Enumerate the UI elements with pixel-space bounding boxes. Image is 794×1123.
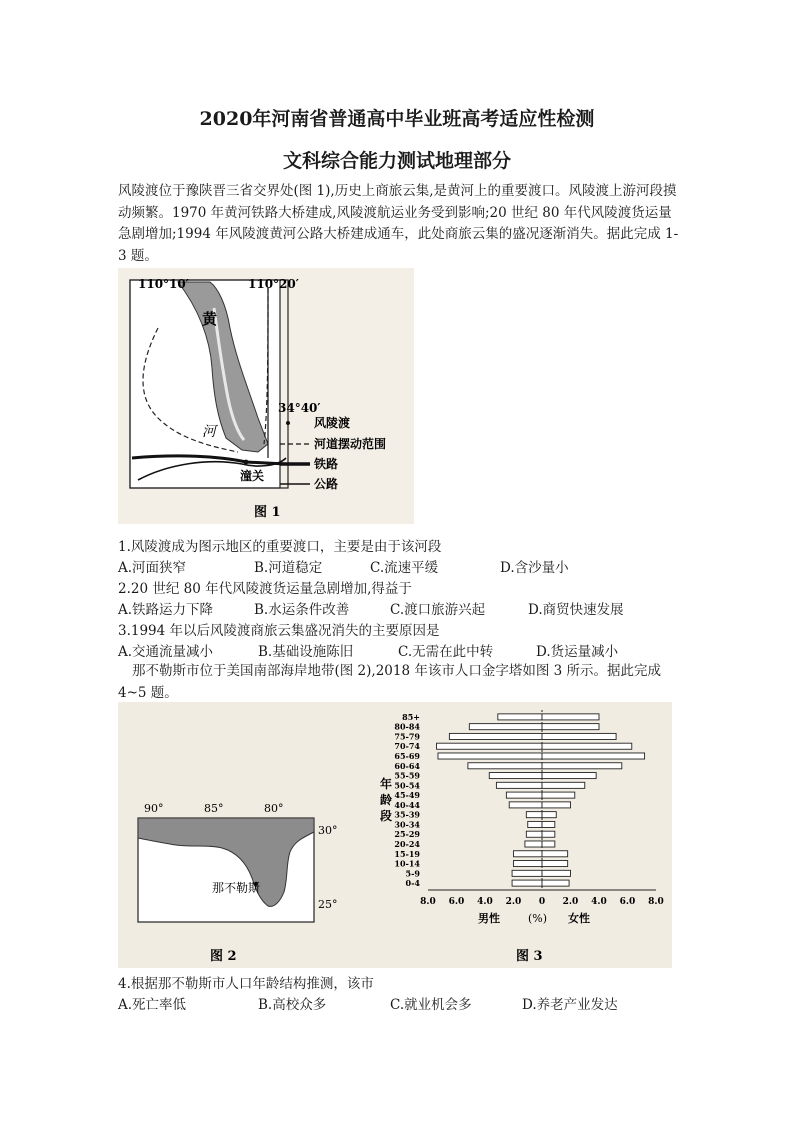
q1-option-a[interactable]: A.河面狭窄	[118, 560, 187, 576]
age-label-85+: 85+	[402, 711, 420, 722]
q4-option-a[interactable]: A.死亡率低	[118, 997, 187, 1013]
bar-male-25-29	[526, 831, 542, 837]
age-label-70-74: 70-74	[394, 741, 420, 752]
bar-female-50-54	[542, 782, 585, 788]
age-label-10-14: 10-14	[394, 858, 420, 869]
bar-female-80-84	[542, 724, 599, 730]
q1-option-d[interactable]: D.含沙量小	[500, 560, 569, 576]
age-label-0-4: 0-4	[405, 878, 420, 889]
x-tick-left: 0	[538, 897, 546, 907]
bar-male-5-9	[512, 870, 542, 876]
age-label-80-84: 80-84	[394, 721, 420, 732]
bar-female-0-4	[542, 880, 569, 886]
age-label-65-69: 65-69	[394, 751, 420, 761]
age-label-40-44: 40-44	[394, 799, 420, 810]
label-place: 潼关	[240, 469, 265, 483]
q2-option-d[interactable]: D.商贸快速发展	[528, 602, 624, 618]
fig3-ylabel-1: 年	[380, 777, 393, 791]
figure-1-map	[118, 268, 414, 524]
age-label-45-49: 45-49	[394, 790, 420, 801]
question-1-stem: 1.风陵渡成为图示地区的重要渡口，主要是由于该河段	[118, 539, 442, 555]
fig2-lon-80: 80°	[264, 802, 284, 815]
question-2-stem: 2.20 世纪 80 年代风陵渡货运量急剧增加,得益于	[118, 581, 412, 597]
fig2-city-label: 那不勒斯	[212, 881, 261, 895]
legend-railway: 铁路	[314, 457, 339, 471]
figure-3-caption: 图 3	[516, 949, 543, 964]
bar-male-85+	[498, 714, 542, 720]
fig3-xlabel-female: 女性	[568, 912, 590, 925]
x-tick-left: 2.0	[505, 897, 522, 907]
bar-male-40-44	[509, 802, 542, 808]
fig2-lon-90: 90°	[144, 802, 164, 815]
x-tick-right: 6.0	[619, 897, 636, 907]
bar-female-55-59	[542, 773, 596, 779]
legend-swing: 河道摆动范围	[314, 437, 387, 451]
age-label-5-9: 5-9	[405, 868, 420, 879]
age-label-15-19: 15-19	[394, 848, 420, 859]
q1-option-c[interactable]: C.流速平缓	[370, 560, 439, 576]
fig3-xlabel-unit: (%)	[528, 912, 548, 925]
bar-female-20-24	[542, 841, 555, 847]
fig3-ylabel-3: 段	[380, 809, 393, 823]
q1-option-b[interactable]: B.河道稳定	[254, 560, 323, 576]
bar-male-65-69	[438, 753, 542, 759]
bar-male-55-59	[489, 773, 542, 779]
bar-female-85+	[542, 714, 599, 720]
fig3-ylabel-2: 龄	[380, 793, 393, 807]
question-3-stem: 3.1994 年以后风陵渡商旅云集盛况消失的主要原因是	[118, 623, 440, 639]
age-label-75-79: 75-79	[394, 731, 420, 742]
q2-option-b[interactable]: B.水运条件改善	[254, 602, 350, 618]
label-river-char2: 河	[202, 424, 216, 440]
q4-option-d[interactable]: D.养老产业发达	[522, 997, 618, 1013]
passage-1: 风陵渡位于豫陕晋三省交界处(图 1),历史上商旅云集,是黄河上的重要渡口。风陵渡上游河段摸动频繁。1970 年黄河铁路大桥建成,风陵渡航运业务受到影响;20 世纪 80 年代风陵渡货运量急剧增加;1994 年风陵渡黄河公路大桥建成通车，此处商旅云集的盛况逐渐消失。据此完成 1-3 题。	[118, 183, 679, 264]
x-tick-left: 6.0	[448, 897, 465, 907]
x-tick-left: 8.0	[420, 897, 436, 907]
fig2-lon-85: 85°	[204, 802, 224, 815]
q2-option-c[interactable]: C.渡口旅游兴起	[390, 602, 486, 618]
bar-male-30-34	[528, 821, 542, 827]
x-tick-left: 4.0	[477, 897, 493, 907]
q3-option-c[interactable]: C.无需在此中转	[398, 644, 494, 660]
passage-2: 那不勒斯市位于美国南部海岸地带(图 2),2018 年该市人口金字塔如图 3 所示。据此完成 4~5 题。	[118, 663, 662, 701]
bar-female-45-49	[542, 792, 575, 798]
bar-male-20-24	[525, 841, 542, 847]
bar-male-75-79	[449, 733, 542, 739]
bar-female-10-14	[542, 861, 568, 867]
x-tick-right: 2.0	[562, 897, 579, 907]
legend-road: 公路	[314, 477, 339, 491]
bar-male-45-49	[506, 792, 542, 798]
page-subtitle: 文科综合能力测试地理部分	[282, 150, 511, 172]
label-river-char: 黄	[202, 310, 218, 328]
bar-female-40-44	[542, 802, 571, 808]
label-lon-left: 110°10′	[138, 277, 189, 291]
figure-2-caption: 图 2	[210, 949, 237, 964]
bar-female-35-39	[542, 812, 556, 818]
q2-option-a[interactable]: A.铁路运力下降	[118, 602, 214, 618]
figure-1-caption: 图 1	[254, 505, 281, 520]
bar-male-0-4	[512, 880, 542, 886]
legend-ferry: 风陵渡	[314, 416, 351, 430]
fig2-lat-25: 25°	[318, 898, 338, 911]
q4-option-c[interactable]: C.就业机会多	[390, 997, 472, 1013]
fig2-lat-30: 30°	[318, 824, 338, 837]
age-label-30-34: 30-34	[394, 819, 420, 830]
q3-option-a[interactable]: A.交通流量减小	[118, 644, 214, 660]
age-label-50-54: 50-54	[394, 780, 420, 791]
age-label-55-59: 55-59	[394, 770, 420, 781]
bar-male-35-39	[526, 812, 542, 818]
bar-male-15-19	[514, 851, 543, 857]
population-pyramid	[394, 710, 663, 907]
bar-male-60-64	[468, 763, 542, 769]
age-label-35-39: 35-39	[394, 809, 420, 820]
bar-female-75-79	[542, 733, 616, 739]
q3-option-d[interactable]: D.货运量减小	[536, 644, 619, 660]
age-label-20-24: 20-24	[394, 839, 420, 849]
bar-male-10-14	[514, 861, 543, 867]
bar-male-50-54	[496, 782, 542, 788]
bar-female-30-34	[542, 821, 555, 827]
label-lon-right: 110°20′	[248, 277, 299, 291]
bar-female-65-69	[542, 753, 645, 759]
q4-option-b[interactable]: B.高校众多	[258, 997, 327, 1013]
x-tick-right: 8.0	[648, 897, 664, 907]
q3-option-b[interactable]: B.基础设施陈旧	[258, 644, 354, 660]
label-lat: 34°40′	[278, 401, 321, 415]
bar-female-15-19	[542, 851, 568, 857]
fig3-xlabel-male: 男性	[478, 912, 500, 925]
page-title: 2020年河南省普通高中毕业班高考适应性检测	[199, 108, 595, 130]
bar-female-5-9	[542, 870, 571, 876]
figures-2-3-panel	[118, 702, 672, 968]
age-label-25-29: 25-29	[394, 829, 420, 840]
fengling-ferry-dot	[244, 460, 249, 465]
bar-female-60-64	[542, 763, 622, 769]
bar-female-70-74	[542, 743, 632, 749]
bar-male-80-84	[469, 724, 542, 730]
x-tick-right: 4.0	[591, 897, 607, 907]
question-4-stem: 4.根据那不勒斯市人口年龄结构推测，该市	[118, 976, 374, 992]
age-label-60-64: 60-64	[394, 760, 420, 771]
bar-female-25-29	[542, 831, 555, 837]
bar-male-70-74	[437, 743, 542, 749]
